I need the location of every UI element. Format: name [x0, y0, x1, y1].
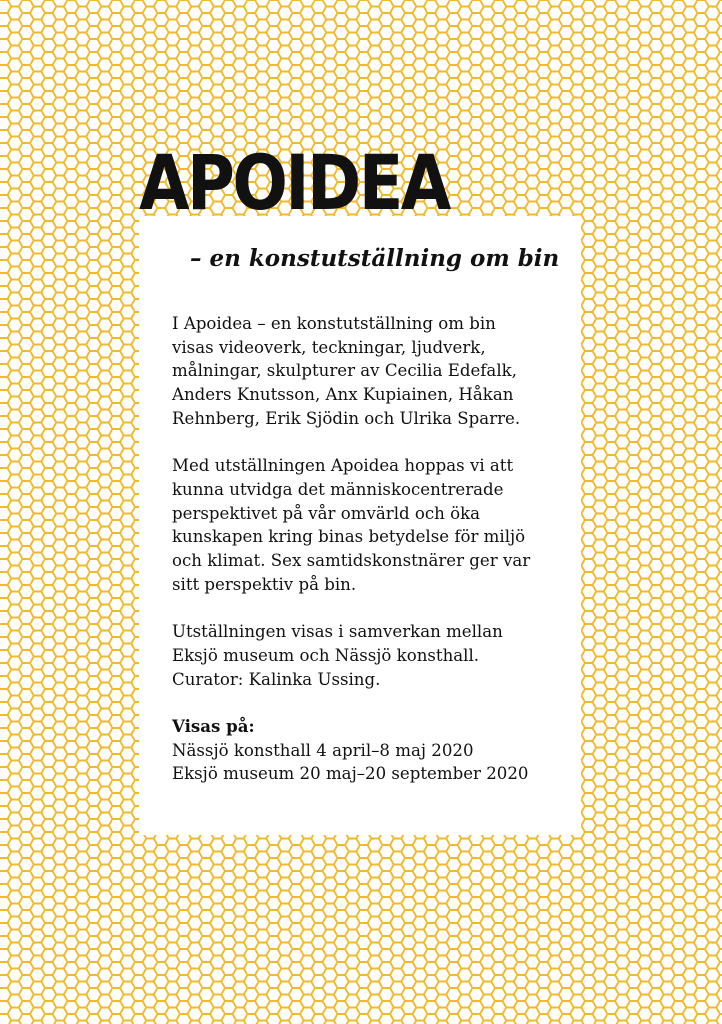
intro-paragraph: [172, 312, 572, 431]
text-line: Utställningen visas i samverkan mellan: [172, 622, 503, 642]
collaboration-paragraph: [172, 620, 572, 691]
text-line: Curator: Kalinka Ussing.: [172, 669, 381, 689]
text-line: perspektivet på vår omvärld och öka: [172, 503, 481, 523]
text-line: Anders Knutsson, Anx Kupiainen, Håkan: [172, 385, 514, 405]
text-line: kunskapen kring binas betydelse för miljö: [172, 527, 526, 547]
text-line: kunna utvidga det människocentrerade: [172, 479, 504, 499]
poster-body: [172, 312, 572, 810]
text-line: och klimat. Sex samtidskonstnärer ger var: [172, 551, 531, 571]
text-line: Rehnberg, Erik Sjödin och Ulrika Sparre.: [172, 408, 521, 428]
poster-subtitle: – en konstutställning om bin: [190, 245, 560, 272]
text-line: visas videoverk, teckningar, ljudverk,: [172, 337, 486, 357]
text-line: I Apoidea – en konstutställning om bin: [172, 314, 496, 333]
shows-section: [172, 715, 572, 786]
text-line: Eksjö museum och Nässjö konsthall.: [172, 645, 480, 665]
text-line: målningar, skulpturer av Cecilia Edefalk,: [172, 361, 517, 381]
show-dates-eksjo: Eksjö museum 20 maj–20 september 2020: [172, 764, 529, 784]
purpose-paragraph: [172, 454, 572, 596]
text-line: Med utställningen Apoidea hoppas vi att: [172, 456, 514, 476]
text-line: sitt perspektiv på bin.: [172, 574, 357, 594]
show-dates-nassjo: Nässjö konsthall 4 april–8 maj 2020: [172, 740, 474, 760]
poster-title: APOIDEA: [139, 138, 449, 227]
shows-heading: Visas på:: [172, 715, 255, 736]
